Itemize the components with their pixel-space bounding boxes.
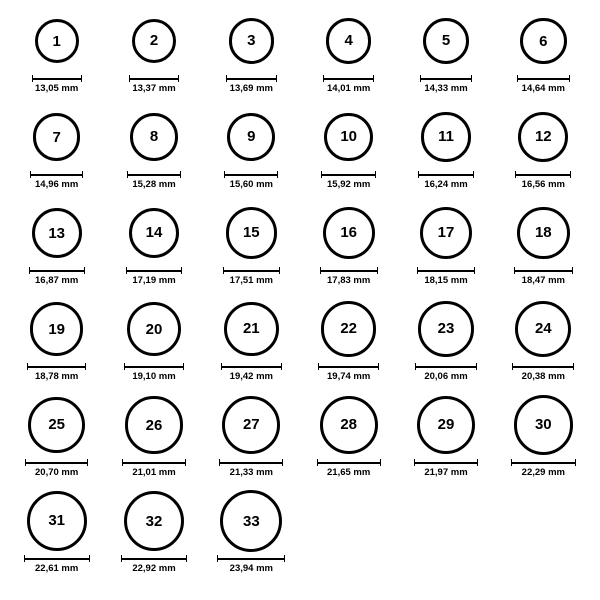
ring-size-cell[interactable] — [495, 10, 592, 106]
ring-size-cell[interactable] — [397, 202, 494, 298]
ring-size-cell[interactable] — [203, 490, 300, 586]
diameter-measure-line — [415, 362, 477, 370]
ring-size-cell[interactable] — [105, 10, 202, 106]
diameter-measure-line — [121, 554, 187, 562]
ring-circle-icon — [130, 113, 178, 161]
diameter-label: 14,96 mm — [35, 179, 79, 190]
ring-circle-wrap — [32, 202, 82, 264]
ring-size-grid — [8, 10, 592, 586]
ring-circle-wrap — [417, 394, 476, 456]
ring-size-cell[interactable] — [105, 298, 202, 394]
measure-bar — [223, 267, 280, 274]
ring-circle-icon — [518, 112, 568, 162]
ring-size-cell[interactable] — [495, 394, 592, 490]
ring-circle-wrap — [220, 490, 282, 552]
ring-circle-wrap — [326, 10, 372, 72]
ring-size-cell[interactable] — [300, 298, 397, 394]
ring-size-cell[interactable] — [397, 10, 494, 106]
ring-circle-wrap — [323, 202, 375, 264]
diameter-measure-line — [511, 458, 576, 466]
measure-bar — [415, 363, 477, 370]
ring-size-cell[interactable] — [8, 106, 105, 202]
diameter-measure-line — [323, 74, 375, 82]
ring-circle-icon — [324, 113, 373, 162]
diameter-label: 16,24 mm — [424, 179, 468, 190]
ring-circle-icon — [520, 18, 567, 65]
measure-bar — [511, 459, 576, 466]
ring-size-cell[interactable] — [8, 10, 105, 106]
diameter-label: 18,47 mm — [521, 275, 565, 286]
ring-size-number: 26 — [145, 416, 163, 434]
diameter-label: 22,92 mm — [132, 563, 176, 574]
measure-bar — [514, 267, 573, 274]
diameter-measure-line — [512, 362, 574, 370]
ring-circle-wrap — [324, 106, 373, 168]
ring-circle-icon — [321, 301, 376, 356]
diameter-label: 20,06 mm — [424, 371, 468, 382]
ring-size-number: 17 — [437, 224, 455, 242]
diameter-label: 21,65 mm — [327, 467, 371, 478]
diameter-label: 20,70 mm — [35, 467, 79, 478]
measure-bar — [418, 171, 473, 178]
ring-size-cell[interactable] — [8, 202, 105, 298]
ring-size-cell[interactable] — [300, 202, 397, 298]
ring-circle-icon — [517, 207, 570, 260]
measure-bar — [32, 75, 82, 82]
ring-size-cell[interactable] — [495, 298, 592, 394]
measure-bar — [24, 555, 90, 562]
ring-size-number: 6 — [539, 32, 548, 50]
ring-size-number: 32 — [145, 512, 163, 530]
ring-circle-wrap — [418, 298, 474, 360]
diameter-label: 14,01 mm — [327, 83, 371, 94]
ring-size-number: 10 — [340, 128, 357, 146]
diameter-label: 15,60 mm — [229, 179, 273, 190]
ring-circle-icon — [320, 396, 378, 454]
ring-circle-icon — [417, 396, 476, 455]
diameter-label: 21,97 mm — [424, 467, 468, 478]
diameter-label: 18,15 mm — [424, 275, 468, 286]
ring-size-number: 12 — [534, 128, 552, 146]
ring-circle-wrap — [35, 10, 79, 72]
diameter-label: 22,61 mm — [35, 563, 79, 574]
ring-size-number: 21 — [242, 320, 260, 338]
diameter-label: 21,33 mm — [229, 467, 273, 478]
diameter-measure-line — [320, 266, 378, 274]
ring-size-cell[interactable] — [397, 106, 494, 202]
ring-size-number: 2 — [149, 32, 159, 50]
diameter-measure-line — [129, 74, 180, 82]
diameter-measure-line — [124, 362, 184, 370]
ring-circle-icon — [222, 396, 280, 454]
measure-bar — [126, 267, 183, 274]
ring-size-cell[interactable] — [203, 202, 300, 298]
ring-size-cell[interactable] — [397, 394, 494, 490]
ring-circle-icon — [423, 18, 469, 64]
diameter-measure-line — [27, 362, 86, 370]
diameter-measure-line — [318, 362, 379, 370]
measure-bar — [129, 75, 180, 82]
ring-circle-icon — [323, 207, 375, 259]
measure-bar — [221, 363, 282, 370]
diameter-measure-line — [126, 266, 183, 274]
measure-bar — [517, 75, 570, 82]
ring-circle-icon — [421, 112, 470, 161]
measure-bar — [30, 171, 83, 178]
ring-circle-icon — [30, 302, 83, 355]
ring-size-number: 16 — [340, 224, 357, 242]
ring-circle-icon — [127, 302, 181, 356]
diameter-measure-line — [25, 458, 88, 466]
ring-circle-wrap — [520, 10, 567, 72]
measure-bar — [515, 171, 571, 178]
ring-circle-icon — [229, 18, 274, 63]
diameter-label: 15,92 mm — [327, 179, 371, 190]
measure-bar — [417, 267, 475, 274]
diameter-measure-line — [414, 458, 479, 466]
ring-size-number: 29 — [437, 416, 455, 434]
diameter-measure-line — [517, 74, 570, 82]
ring-circle-icon — [226, 207, 277, 258]
ring-circle-wrap — [320, 394, 378, 456]
diameter-measure-line — [24, 554, 90, 562]
ring-size-number: 22 — [340, 320, 357, 338]
ring-circle-icon — [129, 208, 180, 259]
diameter-label: 16,87 mm — [35, 275, 79, 286]
ring-circle-wrap — [514, 394, 573, 456]
ring-size-number: 15 — [242, 224, 260, 242]
ring-circle-icon — [220, 490, 282, 552]
ring-circle-icon — [224, 302, 279, 357]
ring-size-number: 23 — [437, 320, 455, 338]
measure-bar — [512, 363, 574, 370]
diameter-label: 23,94 mm — [229, 563, 273, 574]
diameter-measure-line — [515, 170, 571, 178]
ring-size-number: 9 — [247, 128, 256, 146]
diameter-measure-line — [127, 170, 181, 178]
ring-circle-wrap — [226, 202, 277, 264]
measure-bar — [219, 459, 283, 466]
diameter-measure-line — [219, 458, 283, 466]
diameter-measure-line — [226, 74, 277, 82]
diameter-label: 14,64 mm — [521, 83, 565, 94]
ring-circle-icon — [35, 19, 79, 63]
ring-size-cell[interactable] — [8, 490, 105, 586]
ring-size-cell[interactable] — [495, 202, 592, 298]
ring-size-number: 3 — [247, 32, 256, 50]
diameter-measure-line — [223, 266, 280, 274]
ring-circle-wrap — [515, 298, 571, 360]
measure-bar — [127, 171, 181, 178]
measure-bar — [124, 363, 184, 370]
diameter-measure-line — [217, 554, 285, 562]
diameter-measure-line — [122, 458, 185, 466]
measure-bar — [27, 363, 86, 370]
ring-circle-wrap — [130, 106, 178, 168]
ring-size-number: 14 — [145, 224, 163, 242]
ring-size-cell[interactable] — [203, 106, 300, 202]
ring-circle-icon — [33, 113, 80, 160]
ring-circle-icon — [125, 396, 182, 453]
ring-size-cell[interactable] — [8, 298, 105, 394]
ring-size-number: 24 — [534, 320, 552, 338]
measure-bar — [321, 171, 376, 178]
ring-circle-wrap — [229, 10, 274, 72]
ring-circle-wrap — [127, 298, 181, 360]
ring-size-number: 20 — [145, 320, 163, 338]
diameter-label: 13,69 mm — [229, 83, 273, 94]
ring-circle-wrap — [518, 106, 568, 168]
diameter-label: 15,28 mm — [132, 179, 176, 190]
diameter-measure-line — [514, 266, 573, 274]
diameter-measure-line — [420, 74, 472, 82]
ring-circle-icon — [418, 301, 474, 357]
diameter-label: 19,74 mm — [327, 371, 371, 382]
ring-size-cell[interactable] — [105, 202, 202, 298]
measure-bar — [317, 459, 381, 466]
ring-size-cell[interactable] — [300, 106, 397, 202]
ring-circle-icon — [326, 18, 372, 64]
ring-circle-wrap — [517, 202, 570, 264]
diameter-label: 19,42 mm — [229, 371, 273, 382]
ring-size-number: 30 — [534, 416, 552, 434]
ring-circle-wrap — [33, 106, 80, 168]
diameter-measure-line — [224, 170, 278, 178]
measure-bar — [121, 555, 187, 562]
ring-circle-wrap — [129, 202, 180, 264]
diameter-label: 22,29 mm — [521, 467, 565, 478]
diameter-label: 17,83 mm — [327, 275, 371, 286]
ring-size-number: 11 — [438, 128, 454, 146]
diameter-measure-line — [32, 74, 82, 82]
diameter-label: 21,01 mm — [132, 467, 176, 478]
diameter-label: 14,33 mm — [424, 83, 468, 94]
ring-size-number: 5 — [441, 32, 451, 50]
ring-circle-icon — [227, 113, 275, 161]
diameter-measure-line — [317, 458, 381, 466]
measure-bar — [25, 459, 88, 466]
diameter-label: 17,19 mm — [132, 275, 176, 286]
ring-size-number: 4 — [344, 32, 353, 50]
ring-size-cell[interactable] — [105, 394, 202, 490]
diameter-label: 13,05 mm — [35, 83, 79, 94]
ring-circle-icon — [420, 207, 472, 259]
ring-circle-wrap — [420, 202, 472, 264]
measure-bar — [323, 75, 375, 82]
ring-circle-wrap — [421, 106, 470, 168]
diameter-label: 17,51 mm — [229, 275, 273, 286]
ring-size-cell[interactable] — [300, 10, 397, 106]
ring-size-cell[interactable] — [203, 394, 300, 490]
diameter-measure-line — [417, 266, 475, 274]
diameter-measure-line — [221, 362, 282, 370]
ring-size-number: 1 — [52, 32, 61, 50]
ring-circle-wrap — [125, 394, 182, 456]
measure-bar — [320, 267, 378, 274]
ring-circle-icon — [514, 395, 573, 454]
ring-size-number: 31 — [48, 512, 65, 530]
ring-size-number: 28 — [340, 416, 357, 434]
ring-circle-icon — [32, 208, 82, 258]
measure-bar — [414, 459, 479, 466]
ring-circle-wrap — [27, 490, 87, 552]
ring-size-number: 33 — [242, 512, 260, 530]
diameter-measure-line — [418, 170, 473, 178]
ring-circle-wrap — [224, 298, 279, 360]
ring-size-cell[interactable] — [105, 490, 202, 586]
diameter-measure-line — [321, 170, 376, 178]
ring-circle-icon — [28, 397, 85, 454]
measure-bar — [29, 267, 85, 274]
ring-circle-icon — [124, 491, 184, 551]
ring-circle-icon — [515, 301, 571, 357]
ring-circle-wrap — [28, 394, 85, 456]
measure-bar — [318, 363, 379, 370]
ring-circle-wrap — [321, 298, 376, 360]
ring-circle-icon — [27, 491, 87, 551]
ring-size-number: 8 — [149, 128, 159, 146]
measure-bar — [217, 555, 285, 562]
ring-size-number: 13 — [48, 224, 65, 242]
ring-circle-wrap — [222, 394, 280, 456]
measure-bar — [226, 75, 277, 82]
diameter-label: 16,56 mm — [521, 179, 565, 190]
diameter-measure-line — [29, 266, 85, 274]
diameter-label: 18,78 mm — [35, 371, 79, 382]
ring-size-cell[interactable] — [203, 10, 300, 106]
ring-size-cell[interactable] — [397, 298, 494, 394]
ring-circle-wrap — [30, 298, 83, 360]
ring-size-cell[interactable] — [300, 394, 397, 490]
diameter-label: 20,38 mm — [521, 371, 565, 382]
ring-size-number: 27 — [242, 416, 260, 434]
ring-size-number: 7 — [52, 128, 61, 146]
ring-size-cell[interactable] — [8, 394, 105, 490]
ring-circle-wrap — [227, 106, 275, 168]
ring-size-number: 19 — [48, 320, 65, 338]
measure-bar — [420, 75, 472, 82]
diameter-measure-line — [30, 170, 83, 178]
ring-circle-wrap — [423, 10, 469, 72]
ring-size-number: 25 — [48, 416, 65, 434]
ring-circle-icon — [132, 19, 177, 64]
ring-size-cell[interactable] — [203, 298, 300, 394]
ring-size-cell[interactable] — [495, 106, 592, 202]
diameter-label: 19,10 mm — [132, 371, 176, 382]
diameter-label: 13,37 mm — [132, 83, 176, 94]
measure-bar — [224, 171, 278, 178]
ring-circle-wrap — [132, 10, 177, 72]
measure-bar — [122, 459, 185, 466]
ring-size-cell[interactable] — [105, 106, 202, 202]
ring-size-number: 18 — [534, 224, 552, 242]
ring-circle-wrap — [124, 490, 184, 552]
